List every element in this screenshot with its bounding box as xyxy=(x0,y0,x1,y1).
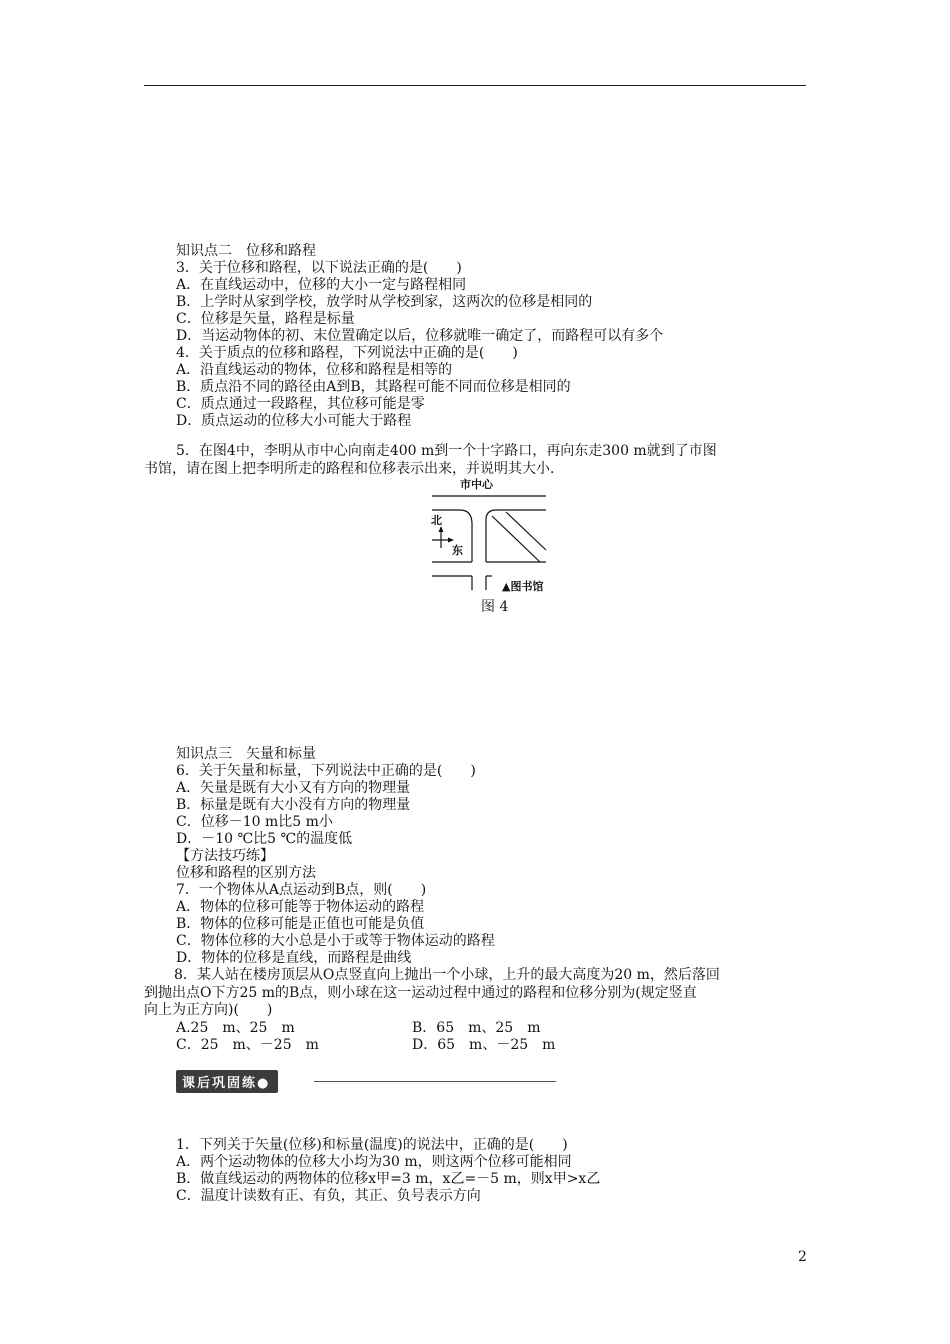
question-3: 3．关于位移和路程，以下说法正确的是( ) xyxy=(176,260,462,276)
option-3c: C．位移是矢量，路程是标量 xyxy=(176,311,355,327)
option-1c: C．温度计读数有正、有负，其正、负号表示方向 xyxy=(176,1188,481,1204)
question-1: 1．下列关于矢量(位移)和标量(温度)的说法中，正确的是( ) xyxy=(176,1137,568,1153)
option-7c: C．物体位移的大小总是小于或等于物体运动的路程 xyxy=(176,933,495,949)
label-library: ▲图书馆 xyxy=(502,580,544,593)
banner-rule xyxy=(314,1081,556,1082)
question-5-line1: 5．在图4中，李明从市中心向南走400 m到一个十字路口，再向东走300 m就到了市图 xyxy=(176,443,717,459)
options-8-row2 xyxy=(144,1037,810,1055)
option-6a: A．矢量是既有大小又有方向的物理量 xyxy=(176,780,411,796)
question-8 xyxy=(144,967,810,1055)
options-8-row1 xyxy=(144,1020,810,1038)
section-title: 知识点二 位移和路程 xyxy=(176,243,316,259)
option-7d: D．物体的位移是直线，而路程是曲线 xyxy=(176,950,412,966)
option-4a: A．沿直线运动的物体，位移和路程是相等的 xyxy=(176,362,453,378)
section-title: 知识点三 矢量和标量 xyxy=(176,746,316,762)
question-7: 7．一个物体从A点运动到B点，则( ) xyxy=(176,882,427,898)
figure-caption: 图 4 xyxy=(481,599,509,615)
option-1a: A．两个运动物体的位移大小均为30 m，则这两个位移可能相同 xyxy=(176,1154,572,1170)
label-east: 东 xyxy=(452,544,463,557)
option-3a: A．在直线运动中，位移的大小一定与路程相同 xyxy=(176,277,467,293)
option-7a: A．物体的位移可能等于物体运动的路程 xyxy=(176,899,425,915)
option-1b: B．做直线运动的两物体的位移x甲=3 m，x乙=－5 m，则x甲>x乙 xyxy=(176,1171,601,1187)
method-subtitle: 位移和路程的区别方法 xyxy=(176,865,316,881)
figure-4-map xyxy=(430,476,560,616)
banner-label: 课后巩固练● xyxy=(176,1070,278,1093)
after-class-questions xyxy=(176,1137,600,1205)
question-8-line2: 到抛出点O下方25 m的B点，则小球在这一运动过程中通过的路程和位移分别为(规定竖直 xyxy=(144,984,697,1001)
option-3d: D．当运动物体的初、末位置确定以后，位移就唯一确定了，而路程可以有多个 xyxy=(176,328,664,344)
header-rule xyxy=(144,85,806,86)
section-2 xyxy=(176,243,663,430)
method-title: 【方法技巧练】 xyxy=(176,848,274,864)
question-8-line3: 向上为正方向)( ) xyxy=(144,1002,273,1018)
option-8d: D．65 m、－25 m xyxy=(412,1037,556,1053)
label-city-center: 市中心 xyxy=(460,478,493,491)
question-4: 4．关于质点的位移和路程，下列说法中正确的是( ) xyxy=(176,345,518,361)
section-3 xyxy=(176,746,495,967)
page-number: 2 xyxy=(798,1249,807,1265)
question-5 xyxy=(144,443,810,478)
question-8-line1: 8．某人站在楼房顶层从O点竖直向上抛出一个小球，上升的最大高度为20 m，然后落回 xyxy=(160,967,720,983)
option-8c: C．25 m、－25 m xyxy=(176,1037,319,1053)
option-8a: A.25 m、25 m xyxy=(176,1019,295,1036)
option-4d: D．质点运动的位移大小可能大于路程 xyxy=(176,413,412,429)
question-5-line2: 书馆，请在图上把李明所走的路程和位移表示出来，并说明其大小． xyxy=(144,460,564,477)
question-6: 6．关于矢量和标量，下列说法中正确的是( ) xyxy=(176,763,476,779)
option-4c: C．质点通过一段路程，其位移可能是零 xyxy=(176,396,425,412)
option-6c: C．位移－10 m比5 m小 xyxy=(176,814,333,830)
option-4b: B．质点沿不同的路径由A到B，其路程可能不同而位移是相同的 xyxy=(176,379,571,395)
after-class-banner xyxy=(176,1070,278,1093)
option-6d: D．－10 ℃比5 ℃的温度低 xyxy=(176,831,353,847)
option-6b: B．标量是既有大小没有方向的物理量 xyxy=(176,797,411,813)
option-3b: B．上学时从家到学校，放学时从学校到家，这两次的位移是相同的 xyxy=(176,294,593,310)
option-7b: B．物体的位移可能是正值也可能是负值 xyxy=(176,916,425,932)
label-north: 北 xyxy=(431,514,442,527)
option-8b: B．65 m、25 m xyxy=(412,1019,541,1036)
